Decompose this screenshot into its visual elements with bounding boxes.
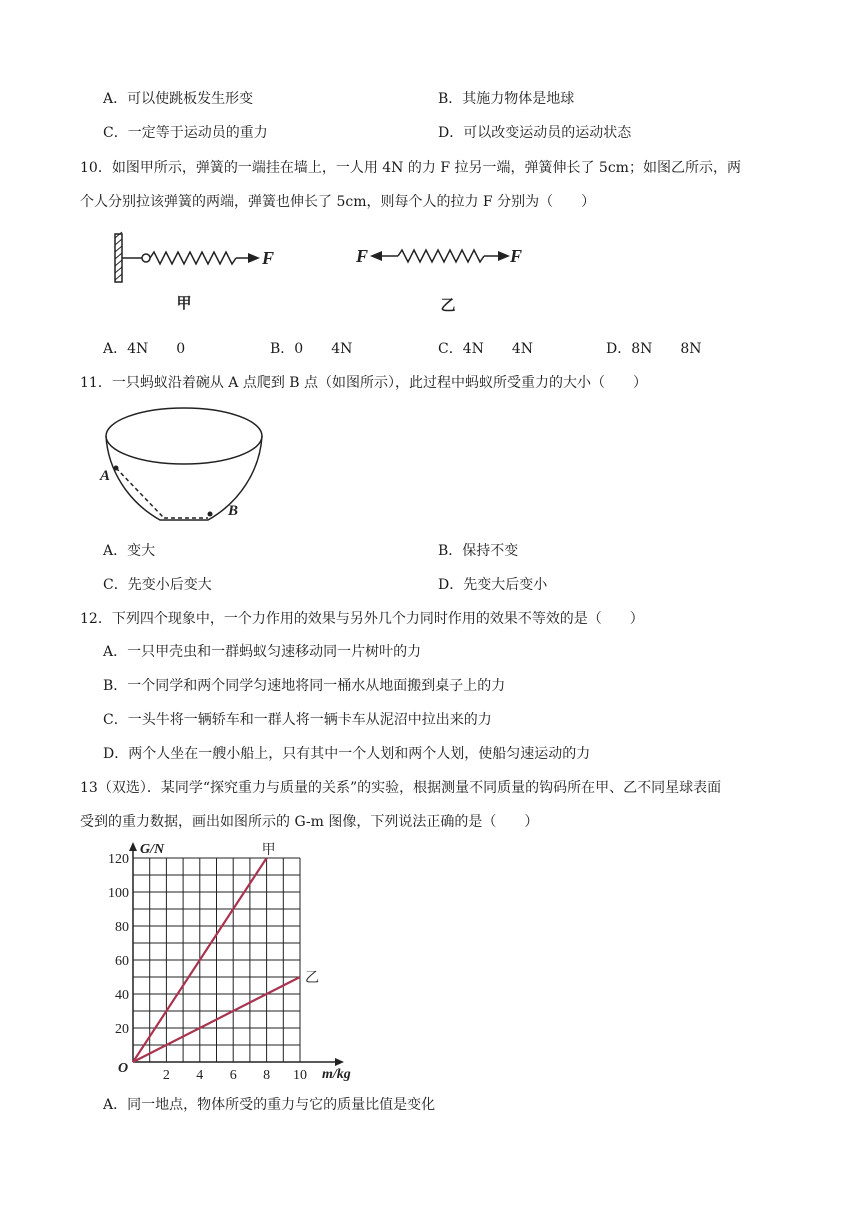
y-tick-label: 40 bbox=[115, 988, 129, 1003]
force-label-jia: F bbox=[262, 248, 275, 268]
spring-figures bbox=[110, 228, 550, 318]
q10-option-d: D．8N 8N bbox=[606, 341, 702, 357]
q10-option-c: C．4N 4N bbox=[438, 341, 534, 357]
q12-option-b: B．一个同学和两个同学匀速地将同一桶水从地面搬到桌子上的力 bbox=[103, 678, 506, 694]
point-b-label: B bbox=[228, 503, 239, 519]
q10-stem-line2: 个人分别拉该弹簧的两端，弹簧也伸长了 5cm，则每个人的拉力 F 分别为（ ） bbox=[80, 194, 596, 210]
x-tick-label: 8 bbox=[263, 1068, 271, 1083]
figure-yi-label: 乙 bbox=[440, 298, 456, 314]
q12-option-d: D．两个人坐在一艘小船上，只有其中一个人划和两个人划，使船匀速运动的力 bbox=[103, 746, 591, 762]
g-m-chart bbox=[100, 840, 370, 1085]
origin-label: O bbox=[118, 1061, 129, 1076]
q11-option-a: A．变大 bbox=[103, 543, 156, 559]
q11-stem-line1: 11．一只蚂蚁沿着碗从 A 点爬到 B 点（如图所示），此过程中蚂蚁所受重力的大小（ ） bbox=[80, 375, 648, 391]
y-tick-label: 60 bbox=[115, 954, 129, 969]
q9-option-d: D．可以改变运动员的运动状态 bbox=[438, 125, 632, 141]
q10-stem-line1: 10．如图甲所示，弹簧的一端挂在墙上，一人用 4N 的力 F 拉另一端，弹簧伸长了 5cm；如图乙所示，两 bbox=[80, 160, 741, 176]
point-a-label: A bbox=[100, 468, 111, 484]
q9-option-b: B．其施力物体是地球 bbox=[438, 91, 575, 107]
q10-option-b: B．0 4N bbox=[270, 341, 353, 357]
q10-option-a: A．4N 0 bbox=[103, 341, 186, 357]
spring-figure-yi bbox=[355, 246, 522, 314]
y-axis-arrow bbox=[129, 842, 137, 851]
chart-axes bbox=[129, 842, 344, 1066]
y-tick-label: 20 bbox=[115, 1022, 129, 1037]
figure-jia-label: 甲 bbox=[176, 296, 192, 312]
y-tick-label: 80 bbox=[115, 920, 129, 935]
x-tick-label: 6 bbox=[229, 1068, 237, 1083]
x-tick-label: 4 bbox=[196, 1068, 204, 1083]
q9-option-a: A．可以使跳板发生形变 bbox=[103, 91, 254, 107]
series-label-yi: 乙 bbox=[305, 971, 319, 986]
x-tick-label: 2 bbox=[162, 1068, 170, 1083]
q11-option-b: B．保持不变 bbox=[438, 543, 519, 559]
q12-option-a: A．一只甲壳虫和一群蚂蚁匀速移动同一片树叶的力 bbox=[103, 644, 422, 660]
q11-option-c: C．先变小后变大 bbox=[103, 577, 212, 593]
y-tick-label: 120 bbox=[108, 852, 129, 867]
q11-option-d: D．先变大后变小 bbox=[438, 577, 548, 593]
force-label-yi-left: F bbox=[356, 246, 369, 266]
spring-figure-jia bbox=[115, 232, 274, 312]
q9-option-c: C．一定等于运动员的重力 bbox=[103, 125, 268, 141]
q12-stem-line1: 12．下列四个现象中，一个力作用的效果与另外几个力同时作用的效果不等效的是（ ） bbox=[80, 611, 644, 627]
x-axis-label: m/kg bbox=[322, 1067, 351, 1082]
q13-stem-line1: 13（双选）．某同学“探究重力与质量的关系”的实验，根据测量不同质量的钩码所在甲、乙不同星球表面 bbox=[80, 780, 722, 796]
q12-option-c: C．一头牛将一辆轿车和一群人将一辆卡车从泥沼中拉出来的力 bbox=[103, 712, 492, 728]
series-label-jia: 甲 bbox=[261, 843, 276, 858]
bowl-figure bbox=[98, 400, 268, 526]
q13-option-a: A．同一地点，物体所受的重力与它的质量比值是变化 bbox=[103, 1097, 436, 1113]
chart-grid bbox=[133, 858, 300, 1062]
y-axis-label: G/N bbox=[140, 842, 165, 857]
x-tick-label: 10 bbox=[293, 1068, 307, 1083]
chart-ticks bbox=[108, 852, 307, 1083]
y-tick-label: 100 bbox=[108, 886, 129, 901]
q13-stem-line2: 受到的重力数据，画出如图所示的 G-m 图像，下列说法正确的是（ ） bbox=[80, 814, 539, 830]
force-label-yi-right: F bbox=[510, 246, 523, 266]
x-axis-arrow bbox=[335, 1058, 344, 1066]
